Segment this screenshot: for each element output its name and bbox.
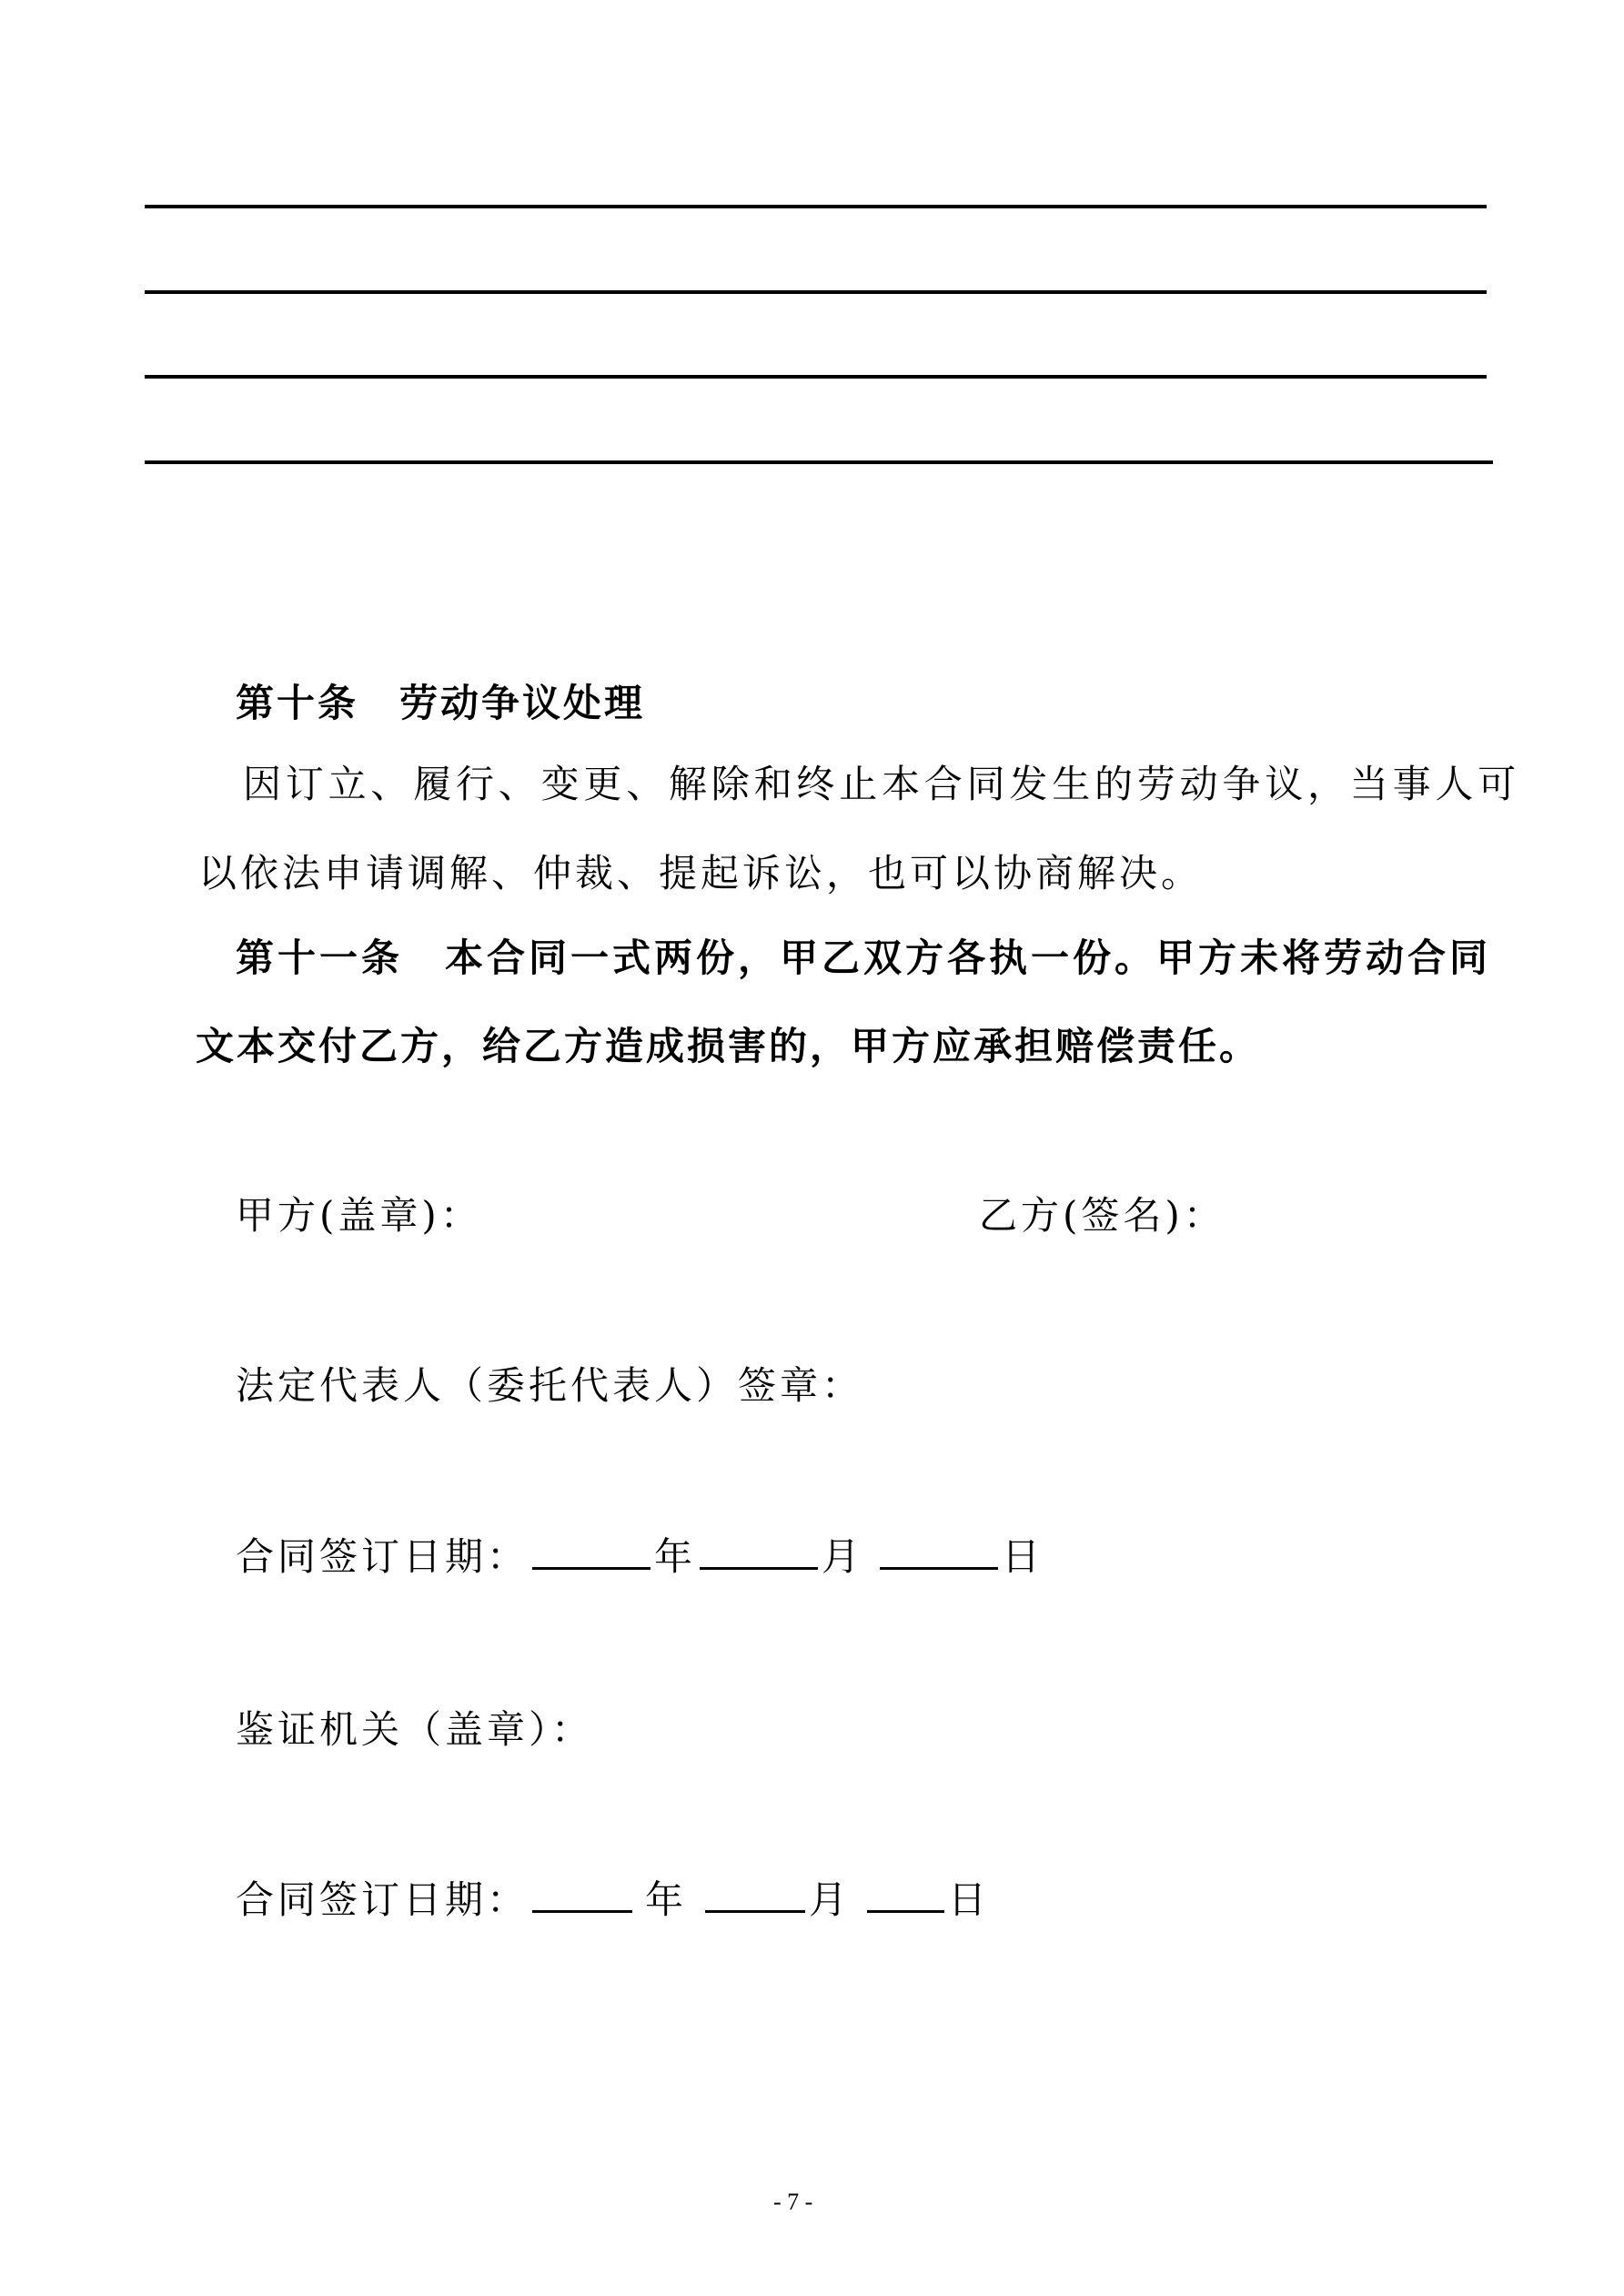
blank-line-3 — [145, 375, 1487, 379]
notary-day-blank[interactable] — [867, 1874, 944, 1913]
sign-date-row — [236, 1531, 1044, 1583]
blank-line-1 — [145, 205, 1487, 208]
article-10-line-1: 因订立、履行、变更、解除和终止本合同发生的劳动争议，当事人可 — [243, 762, 1521, 806]
blank-line-4 — [145, 460, 1493, 464]
year-label: 年 — [654, 1534, 697, 1579]
month-blank[interactable] — [700, 1531, 818, 1570]
notary-day-label: 日 — [948, 1877, 991, 1922]
party-b-signature-label: 乙方(签名)： — [979, 1193, 1226, 1238]
day-blank[interactable] — [880, 1531, 998, 1570]
notary-year-blank[interactable] — [532, 1874, 632, 1913]
month-label: 月 — [822, 1534, 864, 1579]
notary-date-row — [236, 1874, 990, 1926]
notary-month-label: 月 — [809, 1877, 852, 1922]
article-10-heading: 第十条 劳动争议处理 — [236, 681, 646, 725]
article-10-line-2: 以依法申请调解、仲裁、提起诉讼，也可以协商解决。 — [198, 851, 1204, 895]
page-number: - 7 - — [773, 2189, 813, 2215]
notary-year-label: 年 — [645, 1877, 688, 1922]
year-blank[interactable] — [532, 1531, 651, 1570]
sign-date-label: 合同签订日期： — [236, 1534, 530, 1579]
party-a-seal-label: 甲方(盖章)： — [236, 1193, 482, 1238]
legal-representative-label: 法定代表人（委托代表人）签章： — [236, 1363, 864, 1408]
blank-line-2 — [145, 290, 1487, 294]
notary-date-label: 合同签订日期： — [236, 1877, 530, 1922]
article-11-line-1: 第十一条 本合同一式两份，甲乙双方各执一份。甲方未将劳动合同 — [236, 936, 1492, 980]
article-11-line-2: 文本交付乙方，给乙方造成损害的，甲方应承担赔偿责任。 — [196, 1024, 1261, 1068]
day-label: 日 — [1002, 1534, 1044, 1579]
notary-month-blank[interactable] — [705, 1874, 805, 1913]
notary-seal-label: 鉴证机关（盖章）： — [236, 1707, 594, 1752]
